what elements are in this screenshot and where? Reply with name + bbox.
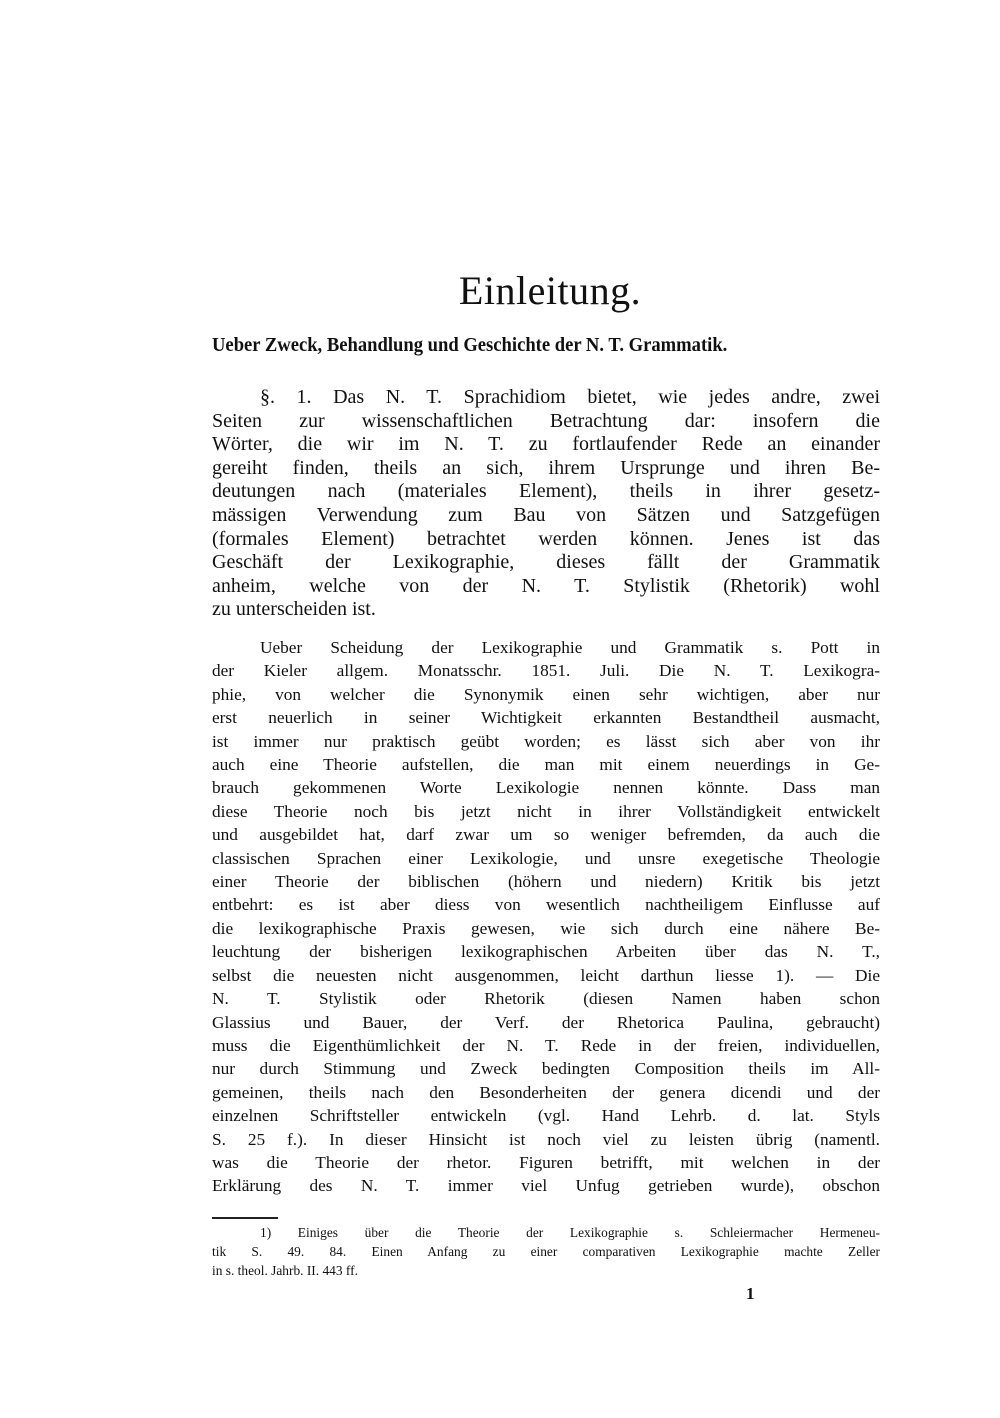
text-line: muss die Eigenthümlichkeit der N. T. Rede in der freien, individuellen, <box>212 1035 880 1055</box>
text-line: der Kieler allgem. Monatsschr. 1851. Juli. Die N. T. Lexikogra- <box>212 661 880 681</box>
page-number: 1 <box>746 1284 755 1303</box>
text-line: einer Theorie der biblischen (höhern und niedern) Kritik bis jetzt <box>212 872 880 892</box>
text-line: ist immer nur praktisch geübt worden; es lässt sich aber von ihr <box>212 731 880 751</box>
text-line: Glassius und Bauer, der Verf. der Rhetorica Paulina, gebraucht) <box>212 1012 880 1032</box>
text-line: Ueber Scheidung der Lexikographie und Grammatik s. Pott in <box>260 638 880 657</box>
text-line: was die Theorie der rhetor. Figuren betrifft, mit welchen in der <box>212 1152 880 1172</box>
text-line: brauch gekommenen Worte Lexikologie nennen könnte. Dass man <box>212 778 880 798</box>
text-line: gemeinen, theils nach den Besonderheiten der genera dicendi und der <box>212 1082 880 1102</box>
text-line: classischen Sprachen einer Lexikologie, und unsre exegetische Theologie <box>212 848 880 868</box>
text-line: (formales Element) betrachtet werden können. Jenes ist das <box>212 527 880 550</box>
section-paragraph <box>212 386 880 622</box>
text-line: §. 1. Das N. T. Sprachidiom bietet, wie jedes andre, zwei <box>260 386 880 408</box>
text-line: phie, von welcher die Synonymik einen sehr wichtigen, aber nur <box>212 684 880 704</box>
text-line: einzelnen Schriftsteller entwickeln (vgl. Hand Lehrb. d. lat. Styls <box>212 1106 880 1126</box>
footnote <box>212 1223 880 1280</box>
note-paragraph <box>212 636 880 1198</box>
text-line: N. T. Stylistik oder Rhetorik (diesen Namen haben schon <box>212 989 880 1009</box>
text-line: nur durch Stimmung und Zweck bedingten Composition theils im All- <box>212 1059 880 1079</box>
footnote-divider <box>212 1217 278 1219</box>
text-line: selbst die neuesten nicht ausgenommen, leicht darthun liesse 1). — Die <box>212 965 880 985</box>
text-line: gereiht finden, theils an sich, ihrem Ursprunge und ihren Be- <box>212 456 880 479</box>
footnote-line: tik S. 49. 84. Einen Anfang zu einer comparativen Lexikographie machte Zeller <box>212 1244 880 1259</box>
text-line: diese Theorie noch bis jetzt nicht in ihrer Vollständigkeit entwickelt <box>212 801 880 821</box>
text-line: erst neuerlich in seiner Wichtigkeit erkannten Bestandtheil ausmacht, <box>212 708 880 728</box>
chapter-title: Einleitung. <box>458 268 642 313</box>
footnote-line: 1) Einiges über die Theorie der Lexikographie s. Schleiermacher Hermeneu- <box>260 1225 880 1240</box>
text-line: und ausgebildet hat, darf zwar um so weniger befremden, da auch die <box>212 825 880 845</box>
text-line: S. 25 f.). In dieser Hinsicht ist noch viel zu leisten übrig (namentl. <box>212 1129 880 1149</box>
chapter-subtitle: Ueber Zweck, Behandlung und Geschichte der N. T. Grammatik. <box>212 334 728 356</box>
footnote-line: in s. theol. Jahrb. II. 443 ff. <box>212 1263 358 1278</box>
text-line: die lexikographische Praxis gewesen, wie sich durch eine nähere Be- <box>212 918 880 938</box>
text-line: Wörter, die wir im N. T. zu fortlaufender Rede an einander <box>212 433 880 456</box>
text-line: Seiten zur wissenschaftlichen Betrachtung dar: insofern die <box>212 409 880 432</box>
text-line: deutungen nach (materiales Element), theils in ihrer gesetz- <box>212 480 880 503</box>
text-line: entbehrt: es ist aber diess von wesentlich nachtheiligem Einflusse auf <box>212 895 880 915</box>
text-line: anheim, welche von der N. T. Stylistik (Rhetorik) wohl <box>212 574 880 597</box>
text-line: auch eine Theorie aufstellen, die man mit einem neuerdings in Ge- <box>212 755 880 775</box>
text-line: zu unterscheiden ist. <box>212 598 376 621</box>
text-line: leuchtung der bisherigen lexikographischen Arbeiten über das N. T., <box>212 942 880 962</box>
text-line: Geschäft der Lexikographie, dieses fällt der Grammatik <box>212 551 880 574</box>
text-line: Erklärung des N. T. immer viel Unfug getrieben wurde), obschon <box>212 1176 880 1196</box>
text-line: mässigen Verwendung zum Bau von Sätzen und Satzgefügen <box>212 503 880 526</box>
